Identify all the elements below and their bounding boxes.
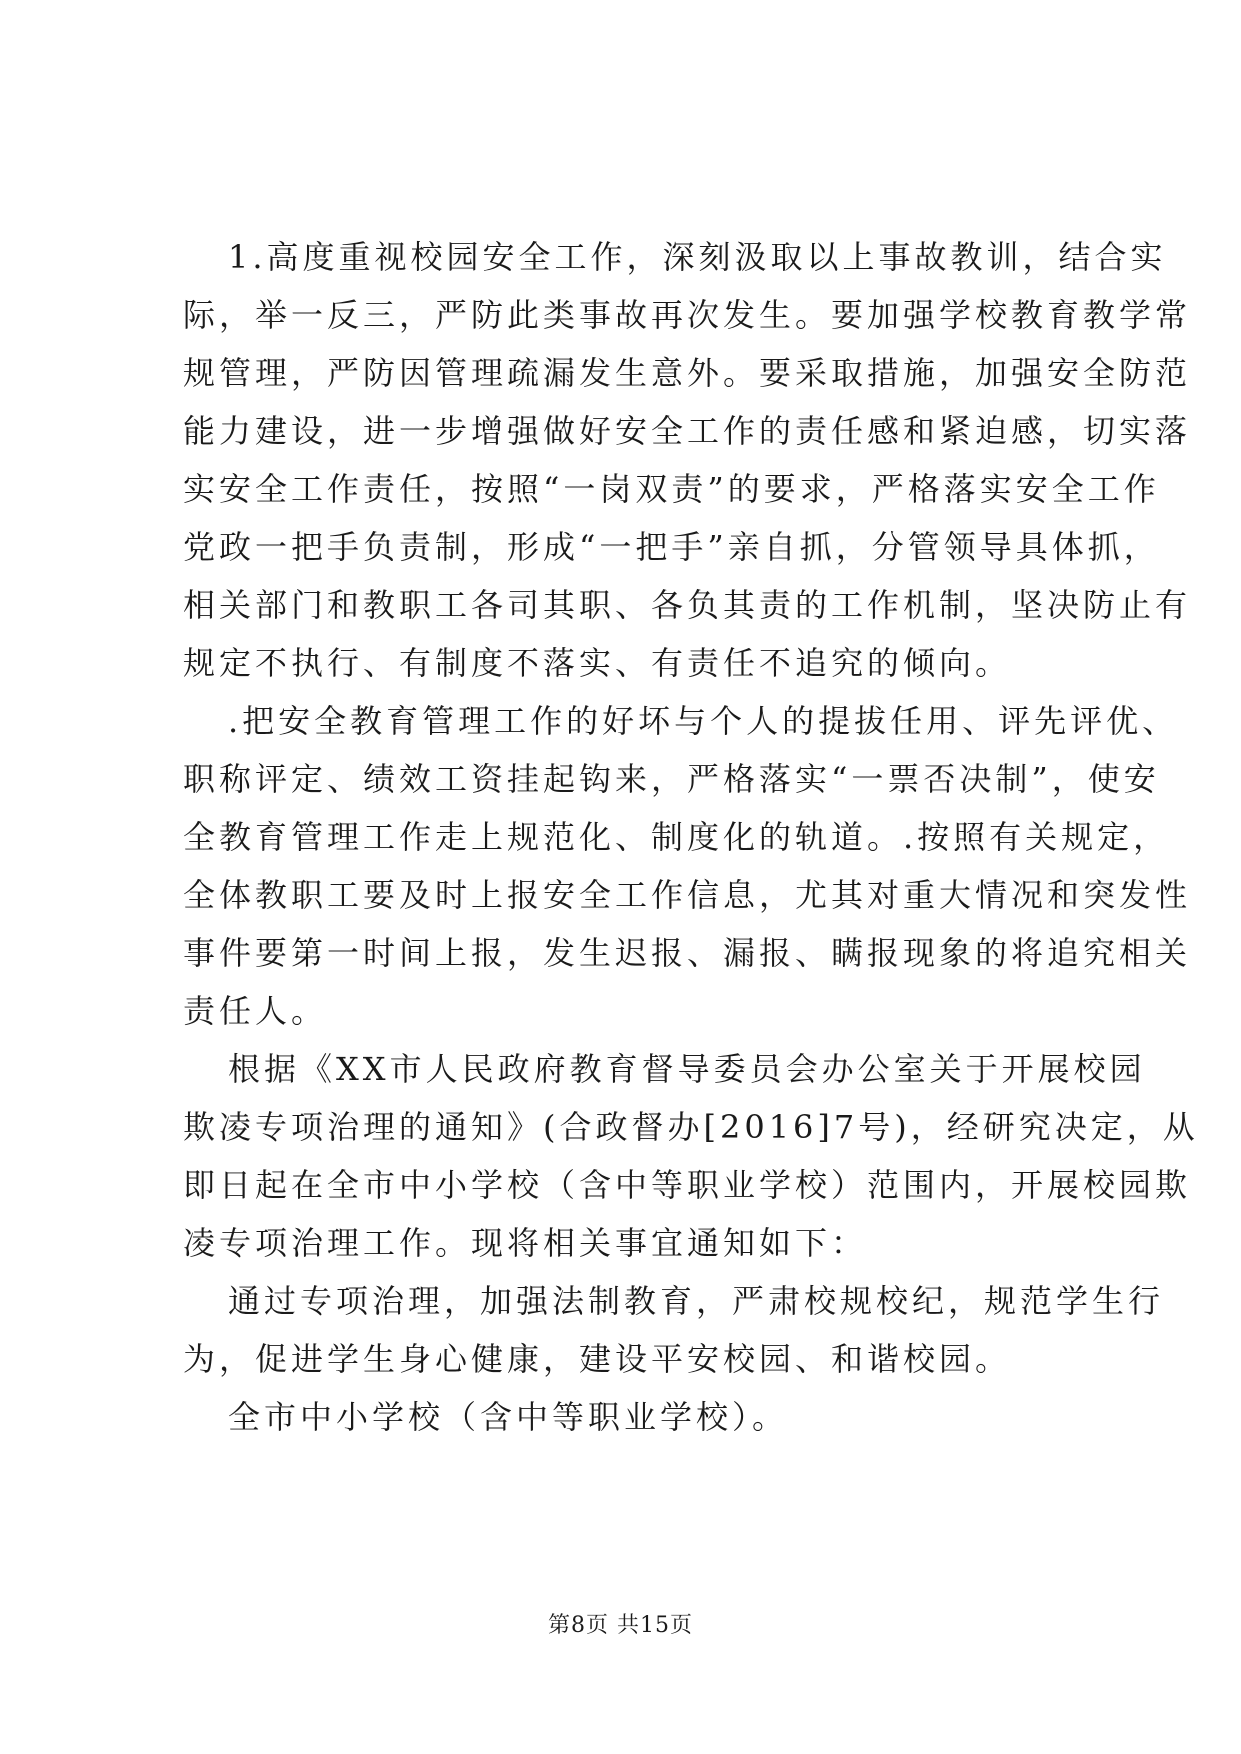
paragraph-1-line-6: 党政一把手负责制，形成“一把手”亲自抓，分管领导具体抓，	[183, 528, 1160, 566]
paragraph-2-line-2: 职称评定、绩效工资挂起钩来，严格落实“一票否决制”，使安	[183, 760, 1160, 798]
paragraph-2-line-6: 责任人。	[183, 992, 328, 1030]
paragraph-5-line-1: 全市中小学校（含中等职业学校）。	[228, 1398, 789, 1436]
paragraph-3-line-2: 欺凌专项治理的通知》(合政督办[2016]7号)，经研究决定，从	[183, 1108, 1199, 1146]
paragraph-1-line-3: 规管理，严防因管理疏漏发生意外。要采取措施，加强安全防范	[183, 354, 1192, 392]
paragraph-1-line-7: 相关部门和教职工各司其职、各负其责的工作机制，坚决防止有	[183, 586, 1192, 624]
paragraph-2-line-3: 全教育管理工作走上规范化、制度化的轨道。.按照有关规定，	[183, 818, 1170, 856]
paragraph-3-line-3: 即日起在全市中小学校（含中等职业学校）范围内，开展校园欺	[183, 1166, 1192, 1204]
paragraph-4-line-1: 通过专项治理，加强法制教育，严肃校规校纪，规范学生行	[228, 1282, 1165, 1320]
page-number-footer: 第8页 共15页	[548, 1613, 693, 1638]
paragraph-2-line-4: 全体教职工要及时上报安全工作信息，尤其对重大情况和突发性	[183, 876, 1192, 914]
paragraph-3-line-1: 根据《XX市人民政府教育督导委员会办公室关于开展校园	[228, 1050, 1146, 1088]
paragraph-4-line-2: 为，促进学生身心健康，建设平安校园、和谐校园。	[183, 1340, 1012, 1378]
paragraph-1-line-4: 能力建设，进一步增强做好安全工作的责任感和紧迫感，切实落	[183, 412, 1192, 450]
paragraph-3-line-4: 凌专项治理工作。现将相关事宜通知如下：	[183, 1224, 868, 1262]
paragraph-1-line-8: 规定不执行、有制度不落实、有责任不追究的倾向。	[183, 644, 1012, 682]
paragraph-1-line-2: 际，举一反三，严防此类事故再次发生。要加强学校教育教学常	[183, 296, 1192, 334]
document-body	[183, 228, 1199, 1446]
paragraph-2-line-5: 事件要第一时间上报，发生迟报、漏报、瞒报现象的将追究相关	[183, 934, 1192, 972]
paragraph-2-line-1: .把安全教育管理工作的好坏与个人的提拔任用、评先评优、	[228, 702, 1179, 740]
paragraph-1-line-1: 1.高度重视校园安全工作，深刻汲取以上事故教训，结合实	[228, 238, 1167, 276]
paragraph-1-line-5: 实安全工作责任，按照“一岗双责”的要求，严格落实安全工作	[183, 470, 1160, 508]
